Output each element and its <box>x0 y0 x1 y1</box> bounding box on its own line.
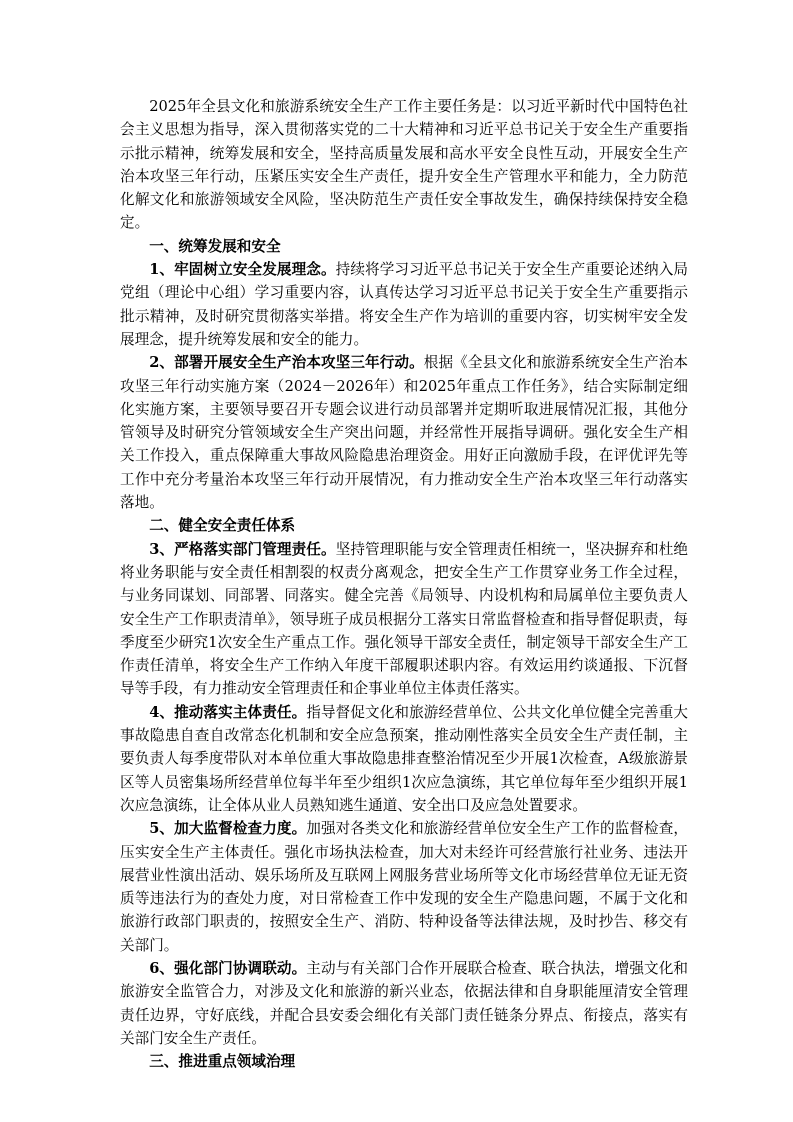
item-text-3: 坚持管理职能与安全管理责任相统一，坚决摒弃和杜绝将业务职能与安全责任相割裂的权责分离观念，把安全生产工作贯穿业务工作全过程，与业务同谋划、同部署、同落实。健全完善《局领导、内设机构和局属单位主要负责人安全生产工作职责清单》，领导班子成员根据分工落实日常监督检查和指导督促职责，每季度至少研究1次安全生产重点工作。强化领导干部安全责任，制定领导干部安全生产工作责任清单，将安全生产工作纳入年度干部履职述职内容。有效运用约谈通报、下沉督导等手段，有力推动安全管理责任和企事业单位主体责任落实。 <box>120 540 688 698</box>
item-paragraph-5 <box>120 817 688 957</box>
item-title-1: 1、牢固树立安全发展理念。 <box>149 261 336 279</box>
item-text-1: 持续将学习习近平总书记关于安全生产重要论述纳入局党组（理论中心组）学习重要内容，认真传达学习习近平总书记关于安全生产重要指示批示精神，及时研究贯彻落实举措。将安全生产作为培训的重要内容，切实树牢安全发展理念，提升统筹发展和安全的能力。 <box>120 261 688 348</box>
section-heading-3: 三、推进重点领域治理 <box>149 1053 296 1071</box>
item-title-6: 6、强化部门协调联动。 <box>149 959 307 977</box>
item-paragraph-1 <box>120 258 688 351</box>
item-title-5: 5、加大监督检查力度。 <box>149 820 307 838</box>
item-paragraph-4 <box>120 701 688 817</box>
item-paragraph-3 <box>120 538 688 701</box>
section-heading-1: 一、统筹发展和安全 <box>149 237 281 255</box>
document-body <box>120 95 688 1073</box>
item-text-6: 主动与有关部门合作开展联合检查、联合执法，增强文化和旅游安全监管合力，对涉及文化和旅游的新兴业态，依据法律和自身职能厘清安全管理责任边界，守好底线，并配合县安委会细化有关部门责任链条分界点、衔接点，落实有关部门安全生产责任。 <box>120 959 688 1047</box>
section-heading-2: 二、健全安全责任体系 <box>149 517 296 535</box>
item-paragraph-2 <box>120 351 688 514</box>
item-text-5: 加强对各类文化和旅游经营单位安全生产工作的监督检查，压实安全生产主体责任。强化市场执法检查，加大对未经许可经营旅行社业务、违法开展营业性演出活动、娱乐场所及互联网上网服务营业场所等文化市场经营单位无证无资质等违法行为的查处力度，对日常检查工作中发现的安全生产隐患问题，不属于文化和旅游行政部门职责的，按照安全生产、消防、特种设备等法律法规，及时抄告、移交有关部门。 <box>120 820 688 954</box>
item-title-3: 3、严格落实部门管理责任。 <box>149 540 336 558</box>
item-text-4: 指导督促文化和旅游经营单位、公共文化单位健全完善重大事故隐患自查自改常态化机制和安全应急预案，推动刚性落实全员安全生产责任制，主要负责人每季度带队对本单位重大事故隐患排查整治情况至少开展1次检查，A级旅游景区等人员密集场所经营单位每半年至少组织1次应急演练，其它单位每年至少组织开展1次应急演练，让全体从业人员熟知逃生通道、安全出口及应急处置要求。 <box>120 703 688 814</box>
item-paragraph-6 <box>120 957 688 1050</box>
item-title-2: 2、部署开展安全生产治本攻坚三年行动。 <box>149 354 424 372</box>
intro-paragraph: 2025年全县文化和旅游系统安全生产工作主要任务是：以习近平新时代中国特色社会主义思想为指导，深入贯彻落实党的二十大精神和习近平总书记关于安全生产重要指示批示精神，统筹发展和安全，坚持高质量发展和高水平安全良性互动，开展安全生产治本攻坚三年行动，压紧压实安全生产责任，提升安全生产管理水平和能力，全力防范化解文化和旅游领域安全风险，坚决防范生产责任安全事故发生，确保持续保持安全稳定。 <box>120 98 688 232</box>
item-text-2: 根据《全县文化和旅游系统安全生产治本攻坚三年行动实施方案（2024－2026年）和2025年重点工作任务》，结合实际制定细化实施方案，主要领导要召开专题会议进行动员部署并定期听取进展情况汇报，其他分管领导及时研究分管领域安全生产突出问题，并经常性开展指导调研。强化安全生产相关工作投入，重点保障重大事故风险隐患治理资金。用好正向激励手段，在评优评先等工作中充分考量治本攻坚三年行动开展情况，有力推动安全生产治本攻坚三年行动落实落地。 <box>120 354 688 512</box>
item-title-4: 4、推动落实主体责任。 <box>149 703 307 721</box>
